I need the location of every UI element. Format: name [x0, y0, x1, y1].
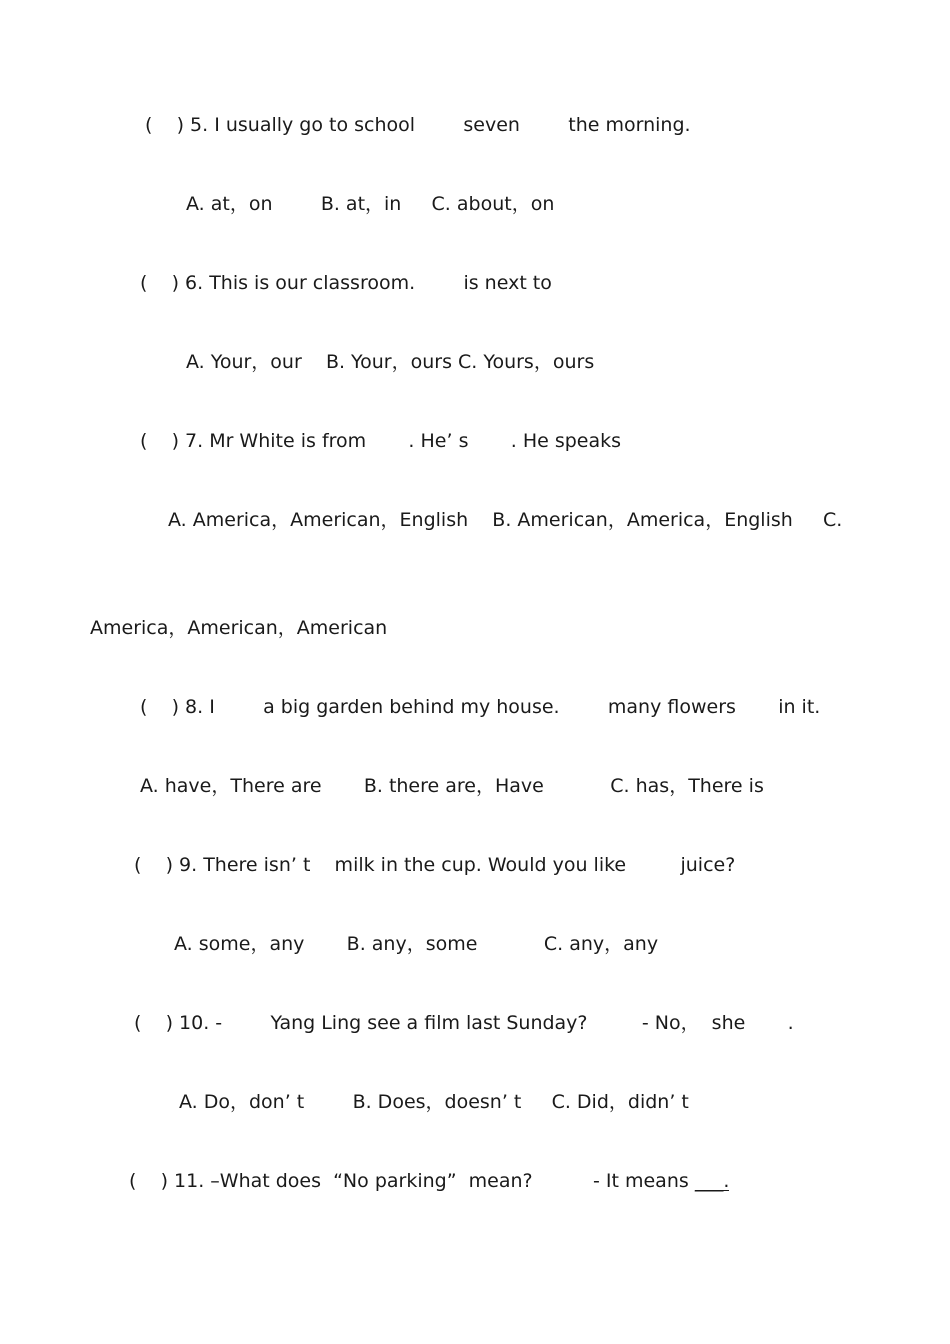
question-5-options: A. at，on B. at，in C. about，on: [186, 193, 555, 215]
question-5-stem: ( ) 5. I usually go to school seven the morning.: [145, 114, 691, 136]
question-7-options-line-2: America，American，American: [90, 617, 388, 639]
question-11-answer-blank: ___.: [694, 1170, 730, 1192]
question-6-options: A. Your，our B. Your，ours C. Yours，ours: [186, 351, 595, 373]
question-7-options-line-1: A. America，American，English B. American，America，English C.: [168, 509, 843, 531]
question-10-options: A. Do，don’ t B. Does，doesn’ t C. Did，didn’ t: [179, 1091, 689, 1113]
question-10-stem: ( ) 10. - Yang Ling see a film last Sunday? - No， she .: [134, 1012, 794, 1034]
question-8-options: A. have，There are B. there are，Have C. has，There is: [140, 775, 764, 797]
question-7-stem: ( ) 7. Mr White is from . He’ s . He speaks: [140, 430, 622, 452]
question-11-stem: ( ) 11. –What does “No parking” mean? - It means: [129, 1170, 695, 1192]
question-8-stem: ( ) 8. I a big garden behind my house. many flowers in it.: [140, 696, 821, 718]
question-9-stem: ( ) 9. There isn’ t milk in the cup. Would you like juice?: [134, 854, 736, 876]
question-6-stem: ( ) 6. This is our classroom. is next to: [140, 272, 552, 294]
question-11-line: [129, 1169, 729, 1193]
question-9-options: A. some，any B. any，some C. any，any: [174, 933, 659, 955]
